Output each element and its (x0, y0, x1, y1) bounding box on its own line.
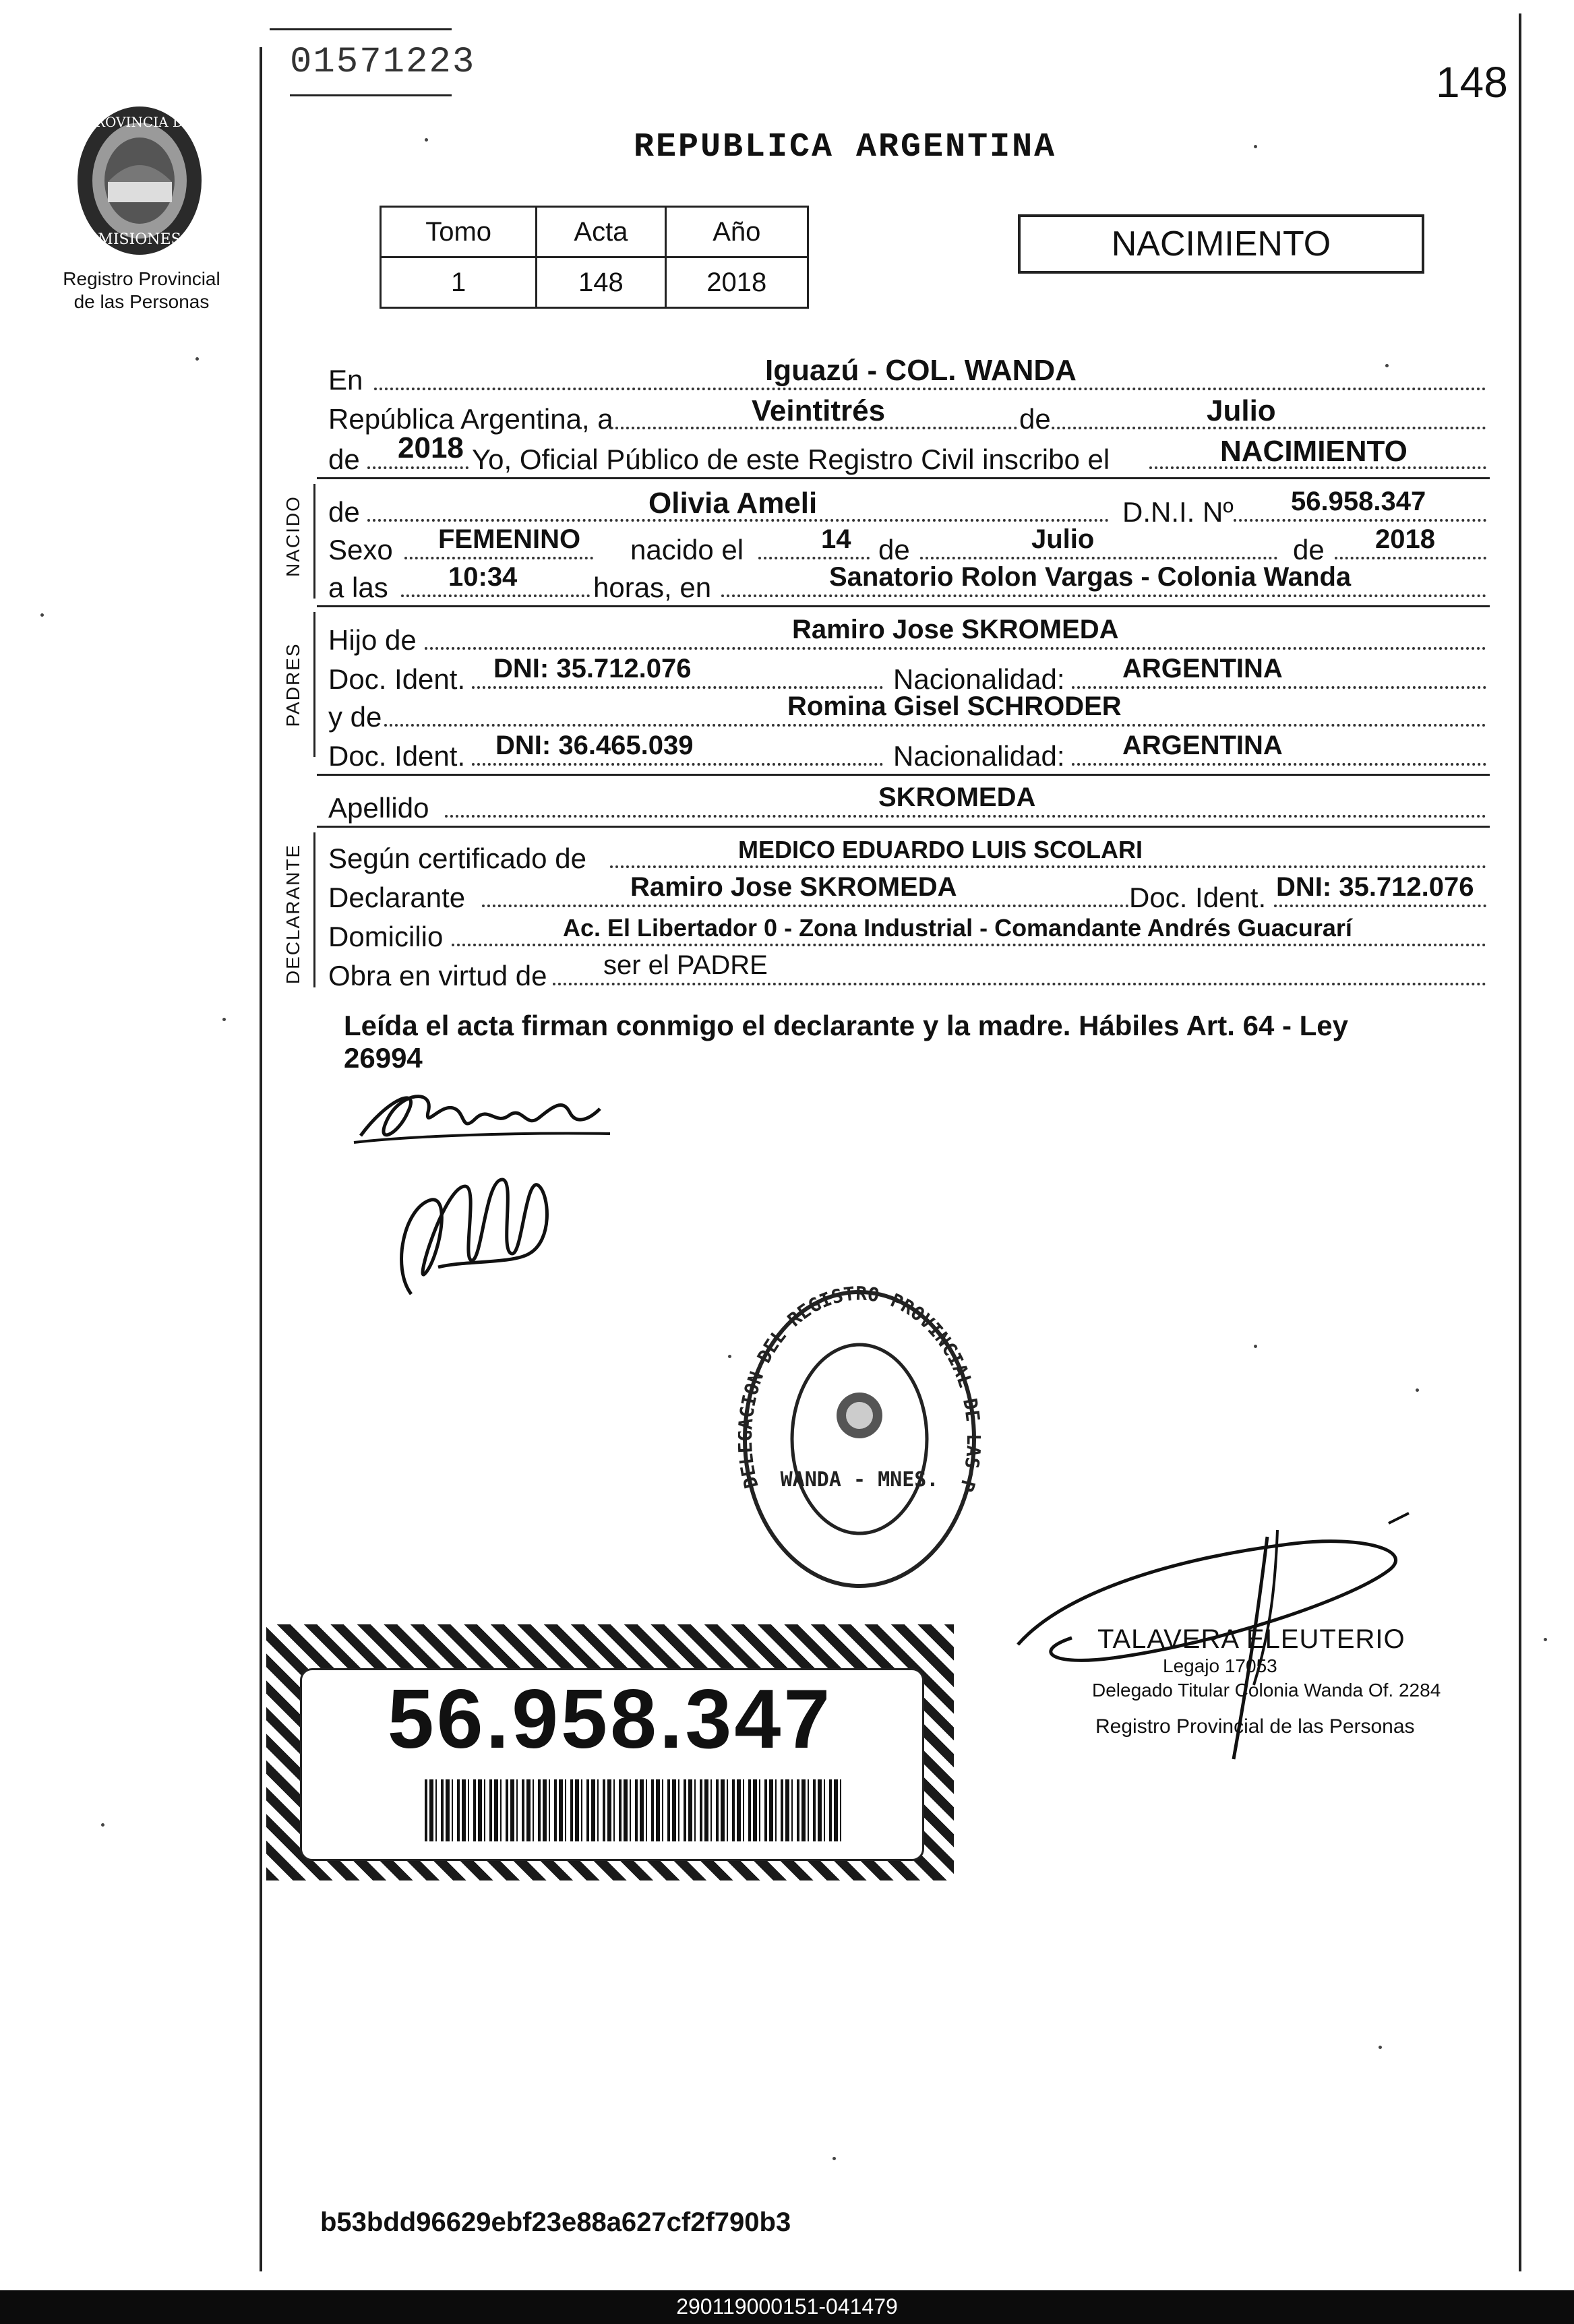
domicilio-dots (452, 944, 1486, 946)
declarante-section-label: DECLARANTE (282, 843, 303, 985)
registry-table (380, 206, 809, 309)
scan-speck (1385, 364, 1389, 367)
domicilio-label: Domicilio (328, 921, 444, 952)
serial-underline-bottom (290, 94, 452, 96)
father-nat-label: Nacionalidad: (893, 663, 1065, 695)
registry-value-acta: 148 (537, 257, 665, 308)
scan-speck (101, 1823, 104, 1827)
separator-2 (317, 605, 1490, 607)
scan-speck (1379, 2046, 1382, 2049)
registry-value-tomo: 1 (381, 257, 537, 308)
birth-day-value: 14 (821, 524, 851, 554)
y-de-label: y de (328, 701, 382, 733)
year-dots (367, 466, 468, 469)
mother-doc-label: Doc. Ident. (328, 740, 466, 772)
scan-speck (195, 357, 199, 361)
left-margin-line (260, 47, 262, 2271)
hijo-de-label: Hijo de (328, 624, 417, 656)
padres-bracket (313, 612, 315, 757)
month-value: Julio (1207, 394, 1276, 427)
declarante-dots (482, 905, 1129, 907)
mother-doc-dots (472, 763, 883, 766)
scan-speck (1254, 145, 1257, 148)
birth-month-value: Julio (1031, 524, 1095, 554)
scan-speck (728, 1355, 731, 1358)
nacido-de-label-2: de (1293, 534, 1325, 565)
declarante-doc-dots (1274, 905, 1486, 907)
mother-nat-value: ARGENTINA (1122, 731, 1283, 760)
father-nat-dots (1072, 686, 1486, 689)
page-title: REPUBLICA ARGENTINA (634, 128, 1057, 166)
registry-header-tomo: Tomo (381, 207, 537, 257)
declarante-label: Declarante (328, 882, 466, 913)
certificado-label: Según certificado de (328, 843, 586, 874)
scan-speck (40, 613, 44, 617)
official-name: TALAVERA ELEUTERIO (1097, 1624, 1405, 1654)
day-words-value: Veintitrés (752, 394, 886, 427)
father-value: Ramiro Jose SKROMEDA (792, 615, 1119, 644)
registry-value-row (381, 257, 808, 308)
father-doc-label: Doc. Ident. (328, 663, 466, 695)
footer-code: 290119000151-041479 (676, 2294, 898, 2319)
father-nat-value: ARGENTINA (1122, 654, 1283, 683)
declarante-bracket (313, 832, 315, 987)
serial-number: 01571223 (290, 42, 476, 83)
birth-month-dots (920, 557, 1277, 559)
nacido-de-label-1: de (878, 534, 910, 565)
nacido-bracket (313, 484, 315, 599)
mother-dots (384, 724, 1486, 727)
birth-year-dots (1335, 557, 1486, 559)
official-role: Delegado Titular Colonia Wanda Of. 2284 (1092, 1680, 1441, 1701)
page-number: 148 (1436, 58, 1508, 106)
separator-3 (317, 774, 1490, 776)
id-barcode (425, 1779, 843, 1841)
obra-value: ser el PADRE (603, 950, 768, 980)
dni-dots (1234, 519, 1486, 522)
id-number: 56.958.347 (387, 1673, 833, 1766)
nacido-de-label: de (328, 496, 360, 528)
de-label-1: de (1019, 403, 1051, 435)
registry-header-anio: Año (665, 207, 808, 257)
birth-time-value: 10:34 (448, 562, 518, 592)
oficial-text: Yo, Oficial Público de este Registro Civil inscribo el (472, 444, 1110, 475)
serial-underline (270, 28, 452, 30)
nacido-el-label: nacido el (630, 534, 744, 565)
time-dots (401, 594, 590, 597)
birth-place-value: Sanatorio Rolon Vargas - Colonia Wanda (829, 562, 1352, 592)
sexo-label: Sexo (328, 534, 393, 565)
father-doc-value: DNI: 35.712.076 (493, 654, 692, 683)
act-type-box: NACIMIENTO (1018, 214, 1424, 274)
registry-header-acta: Acta (537, 207, 665, 257)
apellido-label: Apellido (328, 792, 429, 824)
mother-nat-dots (1072, 763, 1486, 766)
right-margin-line (1519, 13, 1521, 2271)
apellido-dots (445, 815, 1486, 818)
province-logo (71, 101, 209, 263)
en-label: En (328, 364, 363, 396)
year-value: 2018 (398, 431, 464, 464)
scan-speck (1544, 1638, 1547, 1641)
de-label-2: de (328, 444, 360, 475)
official-institution: Registro Provincial de las Personas (1095, 1715, 1415, 1738)
dni-label: D.N.I. Nº (1122, 496, 1234, 528)
scan-speck (1254, 1345, 1257, 1348)
act-value: NACIMIENTO (1220, 435, 1407, 468)
day-dots (758, 557, 870, 559)
father-doc-dots (472, 686, 883, 689)
certificado-dots (610, 865, 1486, 868)
separator-4 (317, 826, 1490, 828)
mother-doc-value: DNI: 36.465.039 (495, 731, 694, 760)
republica-label: República Argentina, a (328, 403, 613, 435)
closing-text-line-2: 26994 (344, 1042, 423, 1074)
closing-text-line-1: Leída el acta firman conmigo el declarante y la madre. Hábiles Art. 64 - Ley (344, 1010, 1348, 1041)
horas-label: horas, en (593, 572, 712, 603)
sexo-dots (404, 557, 593, 559)
logo-caption-2: de las Personas (73, 291, 210, 312)
en-dots (374, 388, 1486, 390)
scan-speck (425, 138, 428, 142)
mother-nat-label: Nacionalidad: (893, 740, 1065, 772)
declarante-value: Ramiro Jose SKROMEDA (630, 872, 957, 902)
mother-value: Romina Gisel SCHRODER (787, 692, 1122, 721)
obra-label: Obra en virtud de (328, 960, 547, 991)
official-legajo: Legajo 17053 (1163, 1655, 1277, 1676)
stamp-outer-text: DE ION DEL REGISTRO PROVINCIAL D P (738, 1284, 981, 1495)
declarante-doc-value: DNI: 35.712.076 (1276, 872, 1474, 902)
declarante-signature-icon (347, 1072, 617, 1159)
logo-caption-1: Registro Provincial (63, 268, 220, 289)
logo-text-top: PROVINCIA DE (86, 114, 193, 130)
province-seal-icon (71, 101, 209, 263)
nacido-section-label: NACIDO (282, 495, 303, 577)
logo-text-bottom: MISIONES (98, 231, 181, 248)
document-hash: b53bdd96629ebf23e88a627cf2f790b3 (320, 2207, 791, 2237)
padres-section-label: PADRES (282, 642, 303, 727)
child-name-value: Olivia Ameli (648, 487, 818, 520)
registry-header-row (381, 207, 808, 257)
declarante-doc-label: Doc. Ident. (1129, 882, 1267, 913)
sexo-value: FEMENINO (438, 524, 581, 554)
official-stamp (738, 1284, 981, 1594)
registry-value-anio: 2018 (665, 257, 808, 308)
birth-year-value: 2018 (1375, 524, 1435, 554)
separator-1 (317, 477, 1490, 479)
a-las-label: a las (328, 572, 388, 603)
scan-speck (222, 1018, 226, 1021)
child-dni-value: 56.958.347 (1291, 487, 1426, 516)
birth-place-dots (721, 594, 1486, 597)
father-dots (425, 647, 1486, 650)
certificado-value: MEDICO EDUARDO LUIS SCOLARI (738, 836, 1143, 863)
obra-dots (553, 983, 1486, 985)
svg-text:DELEGACION DEL REGISTRO PROVIN (738, 1284, 981, 1494)
place-value: Iguazú - COL. WANDA (765, 354, 1077, 387)
apellido-value: SKROMEDA (878, 783, 1036, 812)
mother-signature-icon (384, 1159, 566, 1308)
scan-speck (833, 2157, 836, 2160)
scan-speck (1416, 1388, 1419, 1392)
domicilio-value: Ac. El Libertador 0 - Zona Industrial - Comandante Andrés Guacurarí (563, 914, 1352, 942)
stamp-inner-text: WANDA - MNES. (780, 1468, 939, 1492)
